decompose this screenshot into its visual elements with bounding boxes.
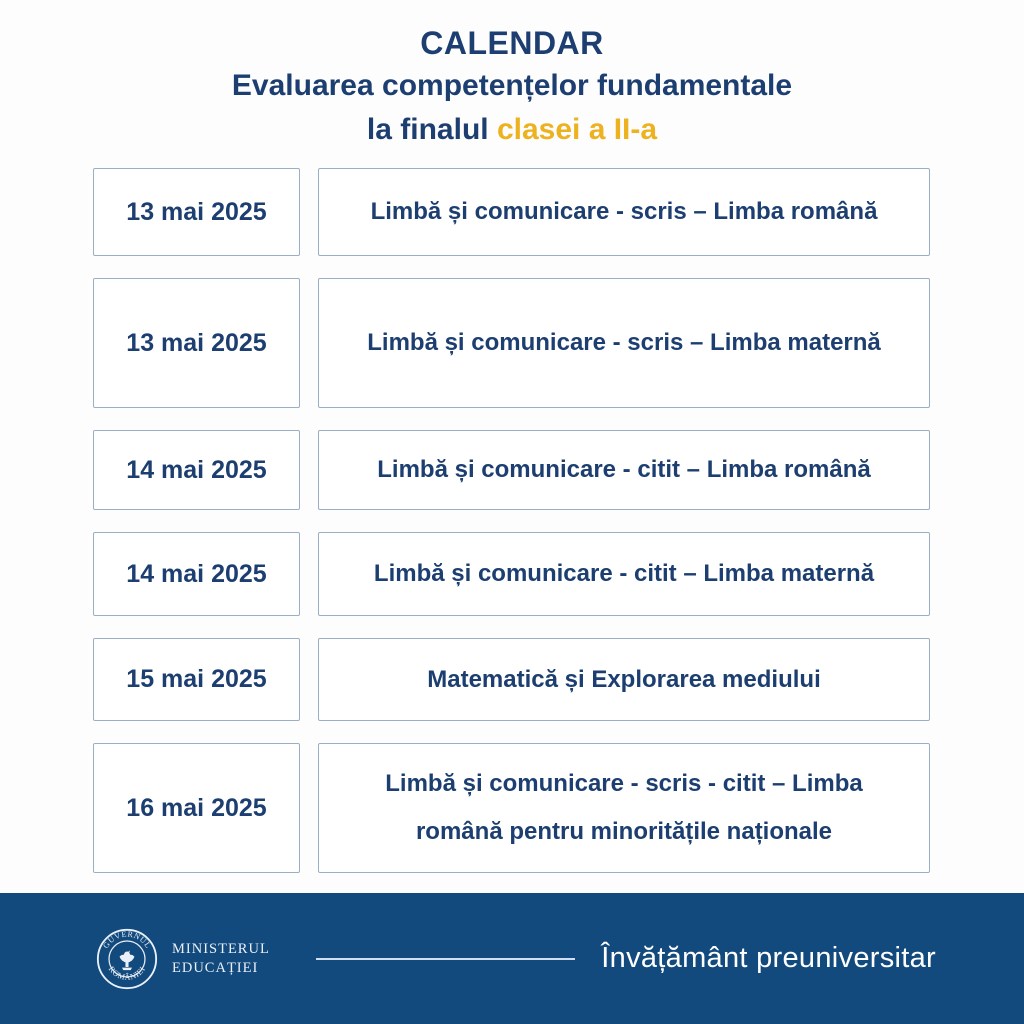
exam-subject: Limbă și comunicare - citit – Limba română (318, 430, 930, 510)
seal-top-text: GUVERNUL (101, 929, 153, 950)
exam-subject: Matematică și Explorarea mediului (318, 638, 930, 721)
title-calendar: CALENDAR (420, 25, 604, 61)
table-row (93, 638, 930, 721)
svg-text:ROMÂNIEI (107, 964, 147, 981)
exam-subject: Limbă și comunicare - scris – Limba română (318, 168, 930, 256)
page-title (0, 0, 1024, 152)
footer-content (0, 893, 1024, 1024)
exam-subject: Limbă și comunicare - scris - citit – Limba română pentru minoritățile naționale (318, 743, 930, 873)
eagle-emblem-icon (120, 950, 135, 970)
exam-subject: Limbă și comunicare - citit – Limba maternă (318, 532, 930, 616)
svg-text:GUVERNUL (101, 929, 153, 949)
exam-date: 14 mai 2025 (93, 430, 300, 510)
exam-date: 13 mai 2025 (93, 168, 300, 256)
exam-date: 14 mai 2025 (93, 532, 300, 616)
title-grade-line (0, 108, 1024, 152)
title-subtitle: Evaluarea competențelor fundamentale (231, 69, 793, 102)
table-row (93, 743, 930, 873)
table-row (93, 532, 930, 616)
table-row (93, 278, 930, 408)
ministry-name (172, 940, 270, 978)
exam-date: 16 mai 2025 (93, 743, 300, 873)
seal-bottom-text: ROMÂNIEI (106, 964, 148, 982)
footer-band (0, 893, 1024, 1024)
table-row (93, 430, 930, 510)
exam-subject: Limbă și comunicare - scris – Limba maternă (318, 278, 930, 408)
title-grade-prefix: la finalul (366, 113, 497, 146)
title-grade-highlight: clasei a II-a (496, 113, 658, 146)
footer-divider-line (316, 958, 575, 960)
exam-date: 15 mai 2025 (93, 638, 300, 721)
exam-schedule (0, 168, 1024, 873)
government-seal-icon (96, 928, 158, 990)
table-row (93, 168, 930, 256)
exam-date: 13 mai 2025 (93, 278, 300, 408)
ministry-name-line2: EDUCAȚIEI (172, 959, 259, 976)
footer-department-label: Învățământ preuniversitar (601, 942, 936, 974)
ministry-name-line1: MINISTERUL (172, 940, 270, 957)
